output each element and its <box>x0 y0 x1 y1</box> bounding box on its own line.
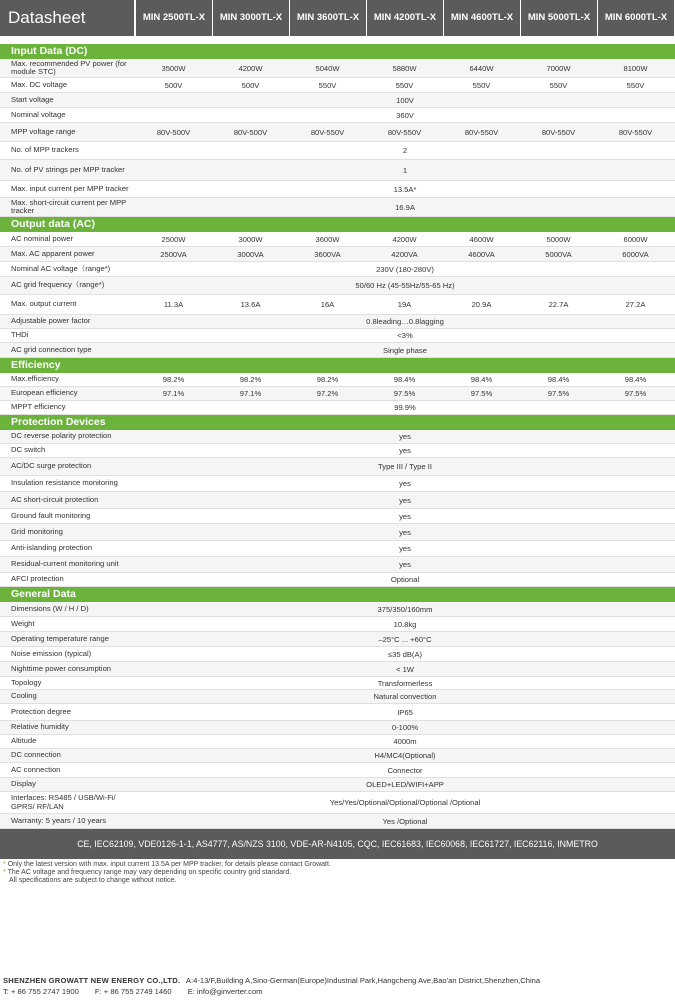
spec-value-all-models: <3% <box>397 331 413 340</box>
spec-label: DC switch <box>11 445 46 455</box>
spec-value-all-models: yes <box>399 511 411 521</box>
spec-value: 4200W <box>238 63 263 73</box>
spec-value: 550V <box>626 80 645 90</box>
spec-value: 19A <box>397 300 412 309</box>
spec-value: 3000VA <box>237 249 264 259</box>
spec-label: AFCI protection <box>11 574 64 584</box>
footnotes <box>3 861 331 885</box>
spec-label: Max. recommended PV power (for module STC) <box>11 58 127 76</box>
model-header: MIN 4600TL-X <box>443 0 520 36</box>
spec-label: Anti-islanding protection <box>11 543 93 553</box>
spec-row <box>0 557 675 573</box>
spec-row <box>0 444 675 458</box>
spec-label: AC grid connection type <box>11 344 92 354</box>
spec-value: 6440W <box>469 63 494 73</box>
spec-value: 3600VA <box>314 249 341 259</box>
spec-row <box>0 647 675 662</box>
spec-label: Max. short-circuit current per MPP tracker <box>11 197 127 215</box>
spec-label: Nominal voltage <box>11 109 66 119</box>
header-spacer <box>0 36 675 44</box>
spec-value: 5000W <box>546 234 571 244</box>
spec-value: 98.4% <box>393 375 416 384</box>
spec-label: AC nominal power <box>11 233 74 243</box>
spec-label: DC connection <box>11 750 61 760</box>
spec-value: 98.4% <box>547 375 570 384</box>
spec-label: MPP voltage range <box>11 126 76 136</box>
spec-label: Max. output current <box>11 299 77 309</box>
spec-row <box>0 277 675 295</box>
model-header: MIN 4200TL-X <box>366 0 443 36</box>
spec-row <box>0 247 675 262</box>
spec-row <box>0 262 675 277</box>
spec-label: AC grid frequency（range*) <box>11 280 105 290</box>
spec-label: Topology <box>11 677 42 687</box>
spec-row <box>0 373 675 387</box>
spec-value: 97.1% <box>239 389 262 398</box>
spec-value-all-models: < 1W <box>396 664 414 674</box>
model-header: MIN 6000TL-X <box>597 0 674 36</box>
spec-row <box>0 232 675 247</box>
spec-value: 5000VA <box>545 249 572 259</box>
spec-row <box>0 123 675 142</box>
spec-value: 80V-550V <box>310 127 345 137</box>
spec-row <box>0 343 675 358</box>
spec-value: 97.2% <box>316 389 339 398</box>
section-header: Input Data (DC) <box>0 44 675 59</box>
spec-value-all-models: yes <box>399 560 411 569</box>
spec-value-all-models: Single phase <box>383 345 427 355</box>
footnote-3: All specifications are subject to change without notice. <box>9 877 177 884</box>
spec-value: 8100W <box>623 63 648 73</box>
spec-label: European efficiency <box>11 388 78 398</box>
spec-label: DC reverse polarity protection <box>11 431 112 441</box>
spec-row <box>0 181 675 198</box>
spec-row <box>0 617 675 632</box>
spec-value-all-models: 360V <box>396 110 414 120</box>
spec-row <box>0 573 675 587</box>
spec-value: 98.4% <box>470 375 493 384</box>
spec-row <box>0 295 675 315</box>
spec-label: Altitude <box>11 736 37 746</box>
spec-value-all-models: 13.5A* <box>393 184 417 194</box>
spec-value-all-models: OLED+LED/WIFI+APP <box>366 780 444 789</box>
spec-value: 4200VA <box>391 249 418 259</box>
spec-label: AC connection <box>11 764 61 774</box>
spec-row <box>0 108 675 123</box>
spec-value-all-models: 50/60 Hz (45-55Hz/55-65 Hz) <box>355 281 455 290</box>
spec-label: Interfaces: RS485 / USB/Wi-Fi/ GPRS/ RF/LAN <box>11 793 116 811</box>
spec-value-all-models: 0.8leading…0.8lagging <box>366 317 444 326</box>
spec-row <box>0 814 675 829</box>
spec-value-all-models: 0-100% <box>391 723 419 732</box>
spec-row <box>0 198 675 217</box>
spec-row <box>0 401 675 415</box>
spec-value: 6000W <box>623 234 648 244</box>
spec-row <box>0 160 675 181</box>
spec-label: Nominal AC voltage（range*) <box>11 263 111 273</box>
footer-line-1 <box>3 975 673 986</box>
spec-value-all-models: –25°C ... +60°C <box>378 634 432 644</box>
company-footer <box>3 975 673 997</box>
certifications-bar: CE, IEC62109, VDE0126-1-1, AS4777, AS/NZS 3100, VDE-AR-N4105, CQC, IEC61683, IEC60068, IEC61727, IEC62116, INMETRO <box>0 829 675 859</box>
spec-row <box>0 602 675 617</box>
spec-value-all-models: 375/350/160mm <box>377 604 433 614</box>
spec-label: THDi <box>11 330 29 340</box>
model-header: MIN 2500TL-X <box>135 0 212 36</box>
spec-label: Ground fault monitoring <box>11 510 91 520</box>
spec-value: 5880W <box>392 63 417 73</box>
spec-value: 5040W <box>315 63 340 73</box>
spec-value: 500V <box>241 80 260 90</box>
spec-value-all-models: 99.9% <box>394 403 416 412</box>
spec-label: Warranty: 5 years / 10 years <box>11 815 107 825</box>
spec-label: Residual-current monitoring unit <box>11 559 119 569</box>
spec-row <box>0 492 675 509</box>
spec-row <box>0 778 675 792</box>
spec-value-all-models: yes <box>399 527 411 537</box>
footnote-1: * Only the latest version with max. input current 13.5A per MPP tracker, for details please contact Growatt. <box>3 861 331 868</box>
spec-value: 4600W <box>469 234 494 244</box>
spec-value: 98.2% <box>162 375 185 384</box>
spec-value: 80V-500V <box>156 127 191 137</box>
spec-value-all-models: Yes /Optional <box>382 816 428 826</box>
model-header: MIN 3000TL-X <box>212 0 289 36</box>
spec-value: 80V-550V <box>618 127 653 137</box>
spec-value: 80V-500V <box>233 127 268 137</box>
spec-value: 7000W <box>546 63 571 73</box>
spec-value: 500V <box>164 80 183 90</box>
spec-label: MPPT efficiency <box>11 402 66 412</box>
spec-value-all-models: Type III / Type II <box>378 462 432 471</box>
spec-label: Max. DC voltage <box>11 79 68 89</box>
spec-value: 4600VA <box>468 249 495 259</box>
spec-row <box>0 93 675 108</box>
spec-row <box>0 721 675 735</box>
spec-value: 22.7A <box>548 300 569 309</box>
spec-value: 20.9A <box>471 300 492 309</box>
spec-value: 4200W <box>392 234 417 244</box>
spec-label: Max. input current per MPP tracker <box>11 183 129 193</box>
spec-row <box>0 59 675 78</box>
spec-value: 98.2% <box>239 375 262 384</box>
spec-value: 550V <box>549 80 568 90</box>
spec-row <box>0 329 675 343</box>
spec-label: Insulation resistance monitoring <box>11 478 118 488</box>
section-header: Protection Devices <box>0 415 675 430</box>
spec-value: 80V-550V <box>541 127 576 137</box>
spec-row <box>0 677 675 690</box>
spec-row <box>0 704 675 721</box>
spec-row <box>0 690 675 704</box>
spec-row <box>0 142 675 160</box>
datasheet-title: Datasheet <box>0 0 135 36</box>
spec-value: 13.6A <box>240 300 261 309</box>
spec-label: Noise emission (typical) <box>11 648 92 658</box>
model-header: MIN 5000TL-X <box>520 0 597 36</box>
spec-value-all-models: 4000m <box>393 737 417 746</box>
spec-value: 550V <box>318 80 337 90</box>
spec-row <box>0 524 675 541</box>
spec-value-all-models: 230V (180-280V) <box>376 264 434 274</box>
spec-row <box>0 509 675 524</box>
spec-value: 27.2A <box>625 300 646 309</box>
spec-label: Relative humidity <box>11 722 69 732</box>
spec-value-all-models: Natural convection <box>373 692 437 701</box>
spec-row <box>0 458 675 476</box>
spec-label: Grid monitoring <box>11 526 63 536</box>
spec-value-all-models: Yes/Yes/Optional/Optional/Optional /Optional <box>329 798 481 807</box>
spec-label: Adjustable power factor <box>11 316 91 326</box>
spec-value: 97.1% <box>162 389 185 398</box>
header-row <box>0 0 675 36</box>
spec-row <box>0 763 675 778</box>
spec-label: AC/DC surge protection <box>11 461 92 471</box>
spec-value: 80V-550V <box>464 127 499 137</box>
spec-label: Dimensions (W / H / D) <box>11 603 89 613</box>
spec-value: 3000W <box>238 234 263 244</box>
spec-value-all-models: yes <box>399 432 411 441</box>
spec-row <box>0 541 675 557</box>
spec-label: No. of PV strings per MPP tracker <box>11 164 125 174</box>
spec-row <box>0 315 675 329</box>
spec-value-all-models: Connector <box>387 765 423 775</box>
spec-label: Max. AC apparent power <box>11 248 95 258</box>
spec-label: Start voltage <box>11 94 54 104</box>
spec-value-all-models: 1 <box>402 165 408 175</box>
spec-value-all-models: yes <box>399 479 411 488</box>
spec-value: 97.5% <box>393 389 416 398</box>
spec-value: 98.4% <box>624 375 647 384</box>
spec-value: 3500W <box>161 63 186 73</box>
spec-value: 550V <box>395 80 414 90</box>
company-phone: T: + 86 755 2747 1900 <box>3 987 79 996</box>
spec-value: 2500VA <box>160 249 187 259</box>
spec-row <box>0 792 675 814</box>
spec-label: Protection degree <box>11 706 71 716</box>
spec-label: Operating temperature range <box>11 633 109 643</box>
spec-value-all-models: Optional <box>390 575 420 584</box>
spec-label: Weight <box>11 618 35 628</box>
spec-value: 3600W <box>315 234 340 244</box>
spec-value: 98.2% <box>316 375 339 384</box>
spec-value: 11.3A <box>163 300 184 309</box>
spec-value-all-models: IP65 <box>397 707 413 717</box>
spec-value-all-models: H4/MC4(Optional) <box>374 751 436 760</box>
company-address: A:4-13/F,Building A,Sino-German(Europe)Industrial Park,Hangcheng Ave,Bao'an District,Shenzhen,China <box>185 976 541 985</box>
spec-sections <box>0 44 675 829</box>
section-header: Efficiency <box>0 358 675 373</box>
footnote-2: * The AC voltage and frequency range may vary depending on specific country grid standard. <box>3 869 292 876</box>
spec-row <box>0 749 675 763</box>
spec-row <box>0 430 675 444</box>
spec-value: 97.5% <box>470 389 493 398</box>
section-header: Output data (AC) <box>0 217 675 232</box>
spec-value: 550V <box>472 80 491 90</box>
spec-label: Cooling <box>11 691 37 701</box>
spec-row <box>0 78 675 93</box>
spec-value: 80V-550V <box>387 127 422 137</box>
company-name: SHENZHEN GROWATT NEW ENERGY CO.,LTD. <box>3 976 181 985</box>
spec-label: Nighttime power consumption <box>11 663 112 673</box>
spec-label: AC short-circuit protection <box>11 494 99 504</box>
spec-label: Max.efficiency <box>11 374 59 384</box>
company-fax: F: + 86 755 2749 1460 <box>94 987 172 996</box>
spec-value-all-models: yes <box>399 544 411 553</box>
model-header: MIN 3600TL-X <box>289 0 366 36</box>
spec-value: 97.5% <box>547 389 570 398</box>
footer-line-2 <box>3 986 673 997</box>
spec-value-all-models: yes <box>399 495 411 505</box>
spec-value-all-models: 2 <box>402 146 408 155</box>
company-email[interactable]: E: info@ginverter.com <box>187 987 263 996</box>
spec-value-all-models: Transformerless <box>377 678 433 688</box>
spec-row <box>0 632 675 647</box>
spec-value: 16A <box>320 300 335 309</box>
spec-value: 6000VA <box>622 249 649 259</box>
spec-value: 2500W <box>161 234 186 244</box>
spec-value-all-models: yes <box>399 446 411 455</box>
spec-value-all-models: 10.8kg <box>393 619 417 629</box>
spec-value-all-models: ≤35 dB(A) <box>387 649 423 659</box>
spec-row <box>0 662 675 677</box>
spec-row <box>0 735 675 749</box>
spec-value-all-models: 16.9A <box>395 202 415 212</box>
section-header: General Data <box>0 587 675 602</box>
spec-value-all-models: 100V <box>396 95 414 105</box>
spec-label: No. of MPP trackers <box>11 145 79 155</box>
spec-row <box>0 476 675 492</box>
spec-value: 97.5% <box>624 389 647 398</box>
spec-label: Display <box>11 779 36 789</box>
spec-row <box>0 387 675 401</box>
